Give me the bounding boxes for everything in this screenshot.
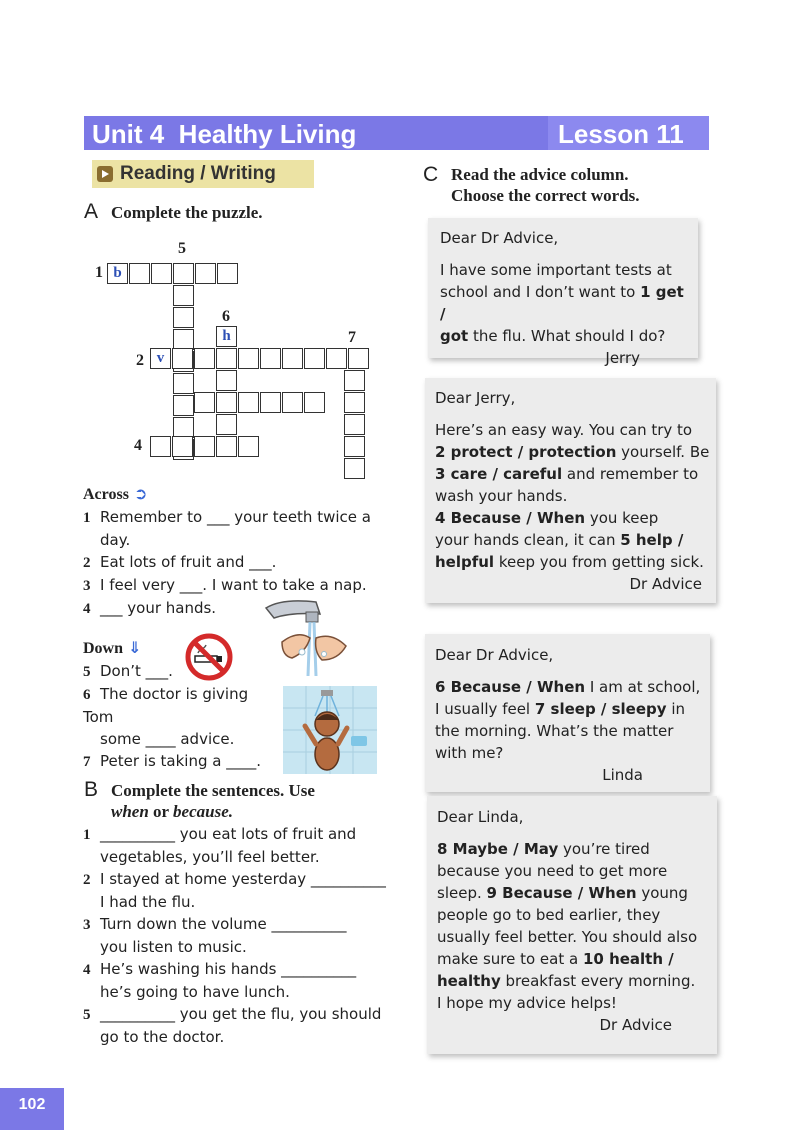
signature: Dr Advice [629, 575, 702, 593]
lesson-title: Lesson 11 [558, 119, 684, 149]
section-b-items [83, 823, 403, 1048]
crossword-number: 7 [348, 329, 356, 346]
unit-title: Unit 4 Healthy Living [92, 119, 357, 149]
letter-linda-text: Dear Dr Advice, 6 Because / When I am at school, I usually feel 7 sleep / sleepy in the morning. What’s the matter with me? Linda [435, 644, 703, 786]
section-a-title: Complete the puzzle. [111, 203, 263, 222]
crossword-cell[interactable] [173, 373, 194, 394]
sentence-continuation: vegetables, you’ll feel better. [100, 848, 320, 866]
sentence-item: 1 __________ you eat lots of fruit and [83, 825, 357, 843]
crossword-cell[interactable] [216, 392, 237, 413]
crossword-cell[interactable] [216, 348, 237, 369]
crossword-cell[interactable] [217, 263, 238, 284]
crossword-cell[interactable] [260, 348, 281, 369]
crossword-cell[interactable] [304, 348, 325, 369]
arrow-right-icon: ➲ [134, 484, 148, 503]
crossword-cell[interactable] [344, 370, 365, 391]
clue-item: 6 The doctor is giving Tom [83, 685, 249, 726]
letter-jerry-text: Dear Dr Advice, I have some important tests at school and I don’t want to 1 get / got the flu. What should I do? Jerry [440, 227, 690, 369]
crossword-cell[interactable] [216, 414, 237, 435]
arrow-down-icon: ⇓ [128, 638, 142, 657]
crossword-cell[interactable]: h [216, 326, 237, 347]
crossword-cell[interactable] [238, 348, 259, 369]
crossword-cell[interactable] [194, 436, 215, 457]
across-heading: Across ➲ [83, 484, 148, 503]
crossword-cell[interactable] [151, 263, 172, 284]
sentence-item: 3 Turn down the volume __________ [83, 915, 347, 933]
clue-continuation: some ____ advice. [100, 730, 235, 748]
crossword-grid [0, 0, 400, 500]
boy-shower-illustration [283, 686, 377, 774]
crossword-number: 1 [95, 264, 103, 281]
sentence-item: 2 I stayed at home yesterday __________ [83, 870, 386, 888]
crossword-cell[interactable] [173, 285, 194, 306]
crossword-cell[interactable] [129, 263, 150, 284]
crossword-cell[interactable] [194, 348, 215, 369]
crossword-cell[interactable] [348, 348, 369, 369]
crossword-cell[interactable] [282, 348, 303, 369]
crossword-cell[interactable] [344, 392, 365, 413]
signature: Linda [602, 766, 643, 784]
clue-item: 2 Eat lots of fruit and ___. [83, 553, 277, 571]
crossword-number: 5 [178, 240, 186, 257]
crossword-cell[interactable] [238, 436, 259, 457]
page-number: 102 [0, 1088, 64, 1130]
crossword-cell[interactable] [260, 392, 281, 413]
crossword-cell[interactable]: b [107, 263, 128, 284]
section-b-title: Complete the sentences. Use when or because. [111, 781, 315, 821]
sentence-item: 5 __________ you get the flu, you should [83, 1005, 382, 1023]
crossword-cell[interactable] [195, 263, 216, 284]
clue-continuation: day. [100, 531, 131, 549]
clue-item: 1 Remember to ___ your teeth twice a [83, 508, 371, 526]
crossword-cell[interactable] [238, 392, 259, 413]
no-smoking-icon [184, 632, 234, 682]
clue-item: 5 Don’t ___. [83, 662, 173, 680]
clue-item: 7 Peter is taking a ____. [83, 752, 261, 770]
crossword-cell[interactable] [216, 370, 237, 391]
crossword-cell[interactable]: v [150, 348, 171, 369]
crossword-cell[interactable] [173, 395, 194, 416]
crossword-cell[interactable] [150, 436, 171, 457]
crossword-cell[interactable] [173, 307, 194, 328]
washing-hands-illustration [262, 594, 352, 682]
letter-to-jerry-text: Dear Jerry, Here’s an easy way. You can try to 2 protect / protection yourself. Be 3 care / careful and remember to wash your hands. 4 Because / When you keep your hands clean, it can 5 help / helpful keep you from getting sick. Dr Advice [435, 389, 710, 593]
sentence-item: 4 He’s washing his hands __________ [83, 960, 357, 978]
section-banner-label: Reading / Writing [120, 163, 276, 184]
section-b-letter: B [84, 778, 99, 801]
sentence-continuation: he’s going to have lunch. [100, 983, 290, 1001]
down-clues [83, 660, 283, 773]
sentence-continuation: you listen to music. [100, 938, 247, 956]
signature: Jerry [605, 349, 640, 367]
crossword-cell[interactable] [326, 348, 347, 369]
crossword-cell[interactable] [173, 329, 194, 350]
clue-item: 4 ___ your hands. [83, 599, 217, 617]
crossword-cell[interactable] [344, 414, 365, 435]
crossword-cell[interactable] [194, 392, 215, 413]
crossword-cell[interactable] [344, 436, 365, 457]
crossword-cell[interactable] [216, 436, 237, 457]
clue-item: 3 I feel very ___. I want to take a nap. [83, 576, 367, 594]
crossword-cell[interactable] [344, 458, 365, 479]
crossword-number: 6 [222, 308, 230, 325]
section-a-letter: A [84, 200, 99, 223]
crossword-number: 2 [136, 352, 144, 369]
crossword-cell[interactable] [172, 348, 193, 369]
crossword-number: 4 [134, 437, 142, 454]
section-c-letter: C [423, 163, 439, 186]
crossword-cell[interactable] [173, 417, 194, 438]
crossword-cell[interactable] [173, 263, 194, 284]
crossword-cell[interactable] [304, 392, 325, 413]
sentence-continuation: I had the flu. [100, 893, 196, 911]
crossword-cell[interactable] [172, 436, 193, 457]
signature: Dr Advice [599, 1016, 672, 1034]
section-c-title: Read the advice column. Choose the correct words. [451, 165, 640, 205]
letter-to-linda-text: Dear Linda, 8 Maybe / May you’re tired because you need to get more sleep. 9 Because / When young people go to bed earlier, they usually feel better. You should also make sure to eat a 10 health / healthy breakfast every morning. I hope my advice helps! Dr Advice [437, 806, 712, 1036]
crossword-cell[interactable] [282, 392, 303, 413]
down-heading: Down ⇓ [83, 638, 142, 657]
sentence-continuation: go to the doctor. [100, 1028, 225, 1046]
